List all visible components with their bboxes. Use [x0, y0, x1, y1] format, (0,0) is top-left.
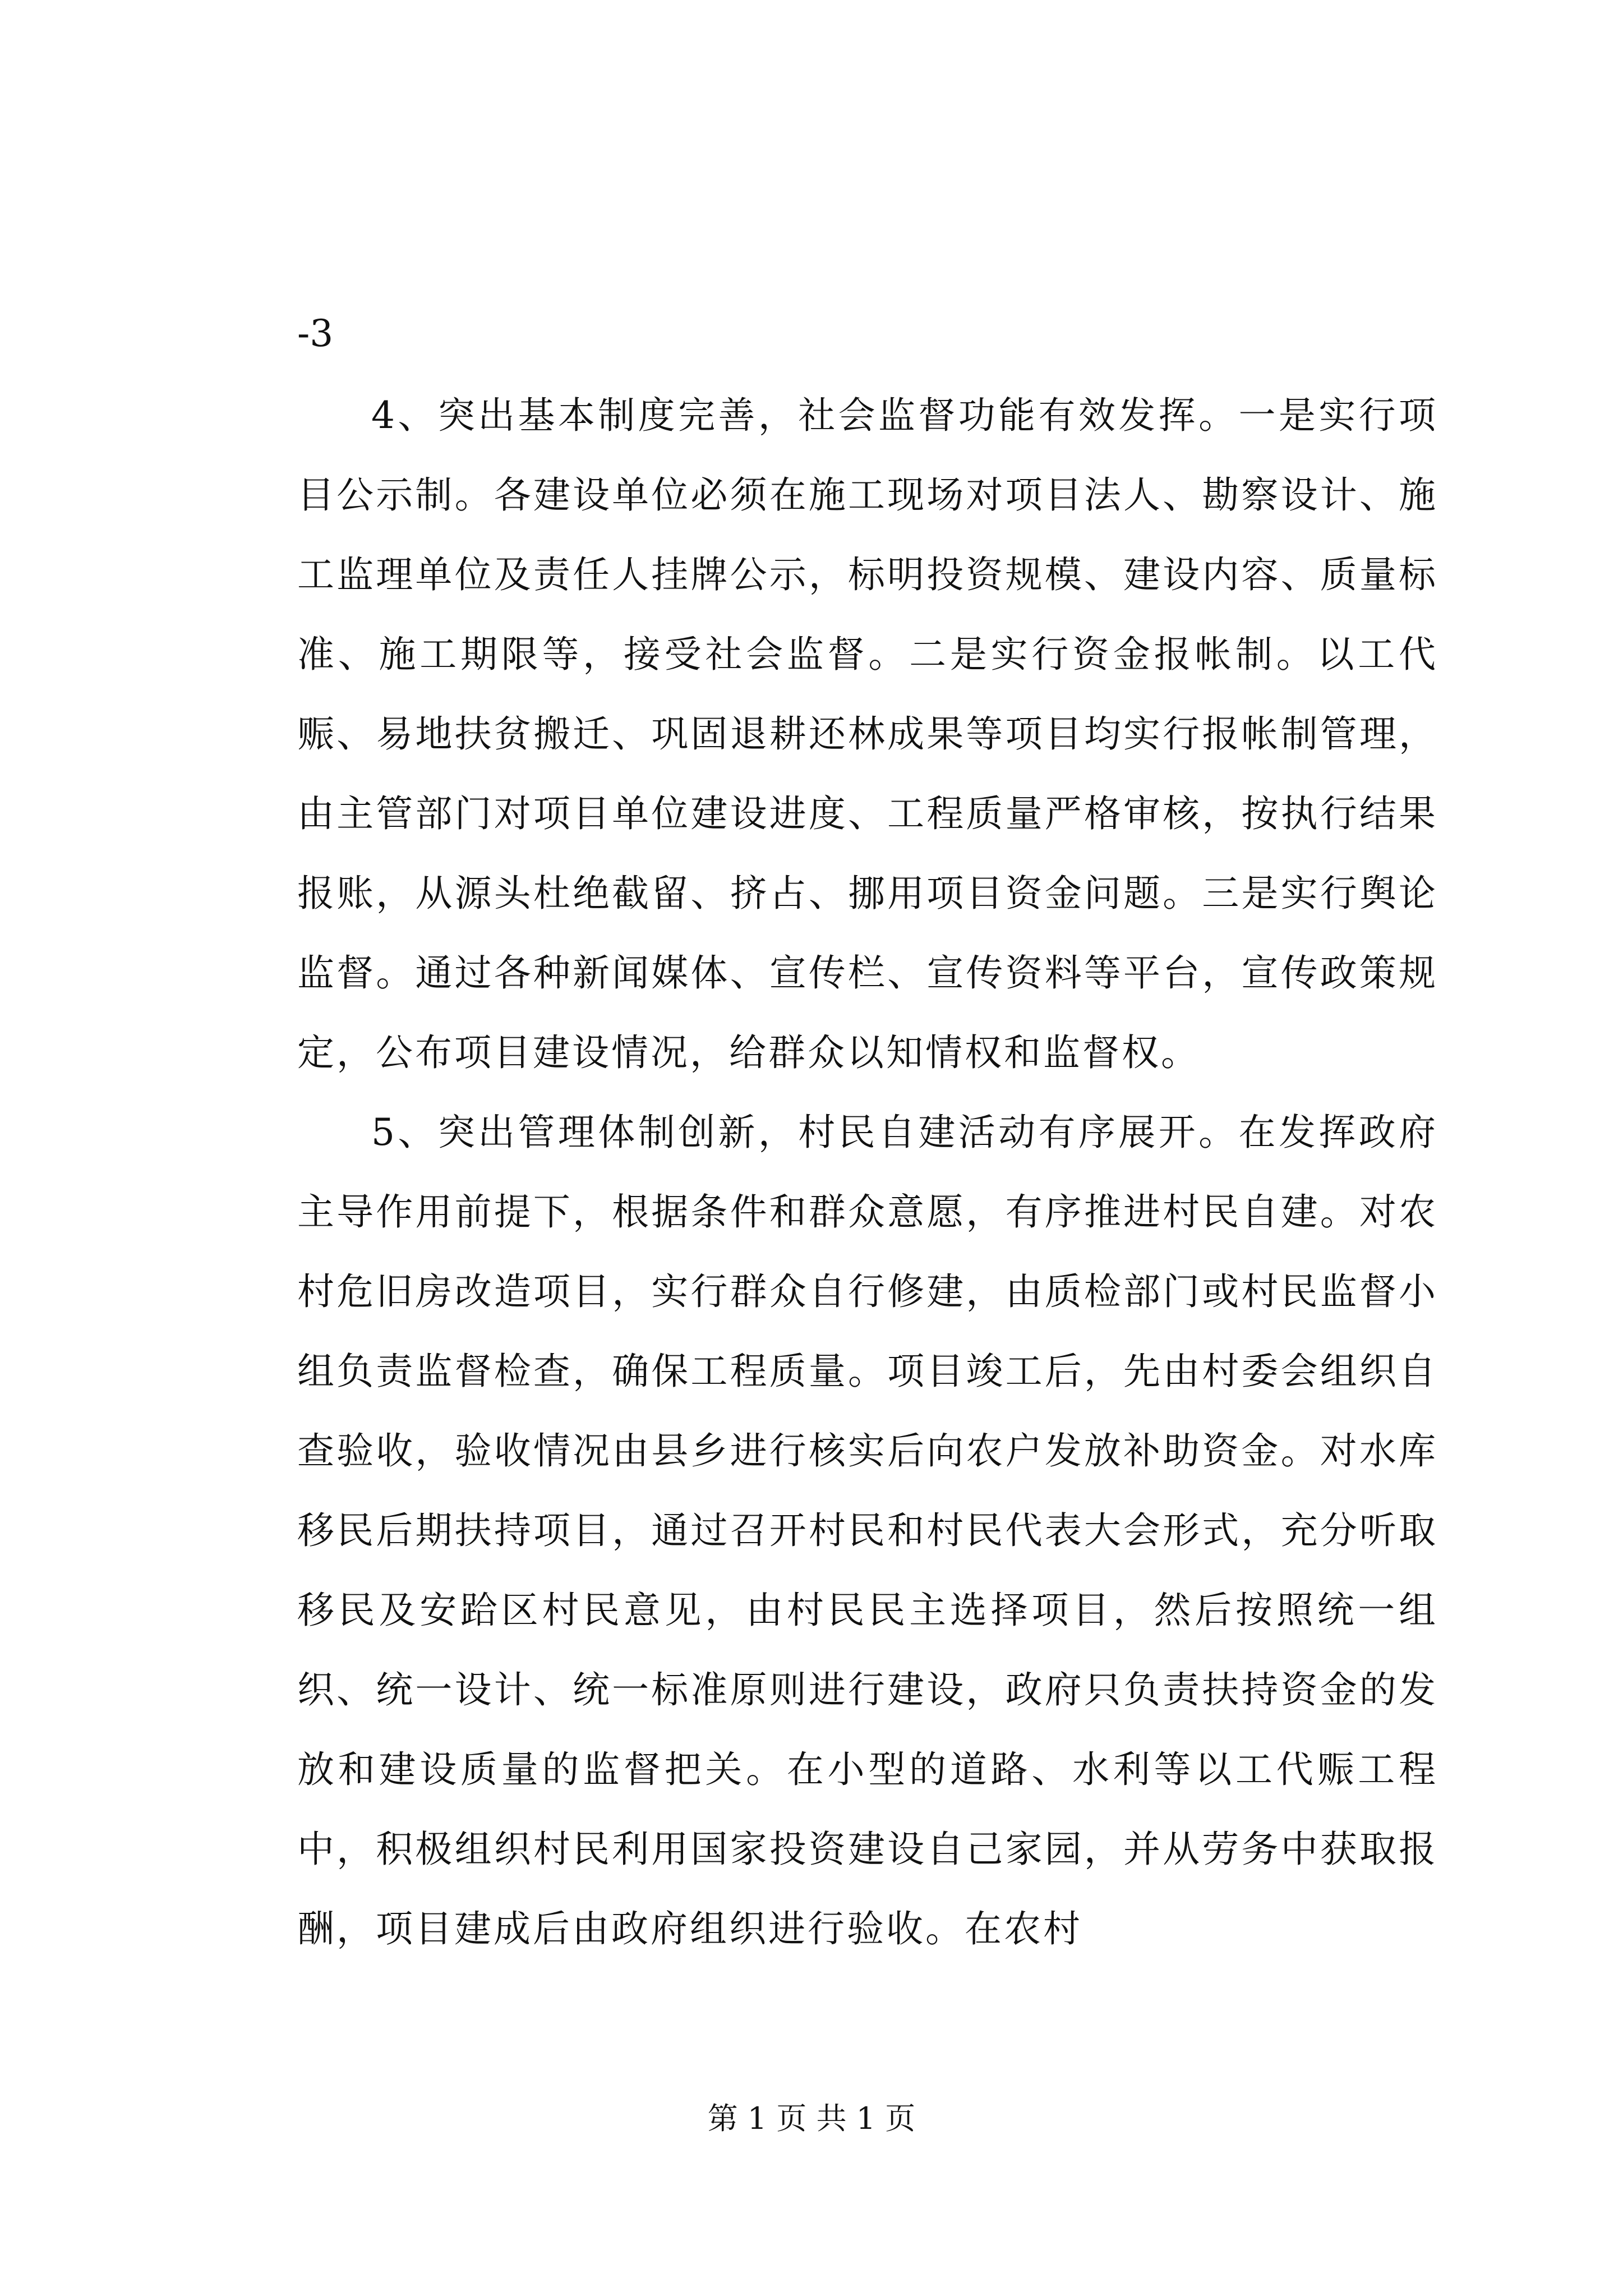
paragraph-item-5: 5、突出管理体制创新，村民自建活动有序展开。在发挥政府主导作用前提下，根据条件和群众意愿，有序推进村民自建。对农村危旧房改造项目，实行群众自行修建，由质检部门或村民监督小组负责监督检查，确保工程质量。项目竣工后，先由村委会组织自查验收，验收情况由县乡进行核实后向农户发放补助资金。对水库移民后期扶持项目，通过召开村民和村民代表大会形式，充分听取移民及安跲区村民意见，由村民民主选择项目，然后按照统一组织、统一设计、统一标准原则进行建设，政府只负责扶持资金的发放和建设质量的监督把关。在小型的道路、水利等以工代赈工程中，积极组织村民利用国家投资建设自己家园，并从劳务中获取报酬，项目建成后由政府组织进行验收。在农村 — [297, 1111, 1438, 1950]
page-footer: 第 1 页 共 1 页 — [707, 2101, 916, 2136]
text-fragment: -3 — [297, 312, 334, 355]
document-body — [297, 376, 1438, 1969]
paragraph-item-4: 4、突出基本制度完善，社会监督功能有效发挥。一是实行项目公示制。各建设单位必须在施工现场对项目法人、勘察设计、施工监理单位及责任人挂牌公示，标明投资规模、建设内容、质量标准、施工期限等，接受社会监督。二是实行资金报帐制。以工代赈、易地扶贫搬迁、巩固退耕还林成果等项目均实行报帐制管理，由主管部门对项目单位建设进度、工程质量严格审核，按执行结果报账，从源头杜绝截留、挤占、挪用项目资金问题。三是实行舆论监督。通过各种新闻媒体、宣传栏、宣传资料等平台，宣传政策规定，公布项目建设情况，给群众以知情权和监督权。 — [297, 394, 1438, 1074]
